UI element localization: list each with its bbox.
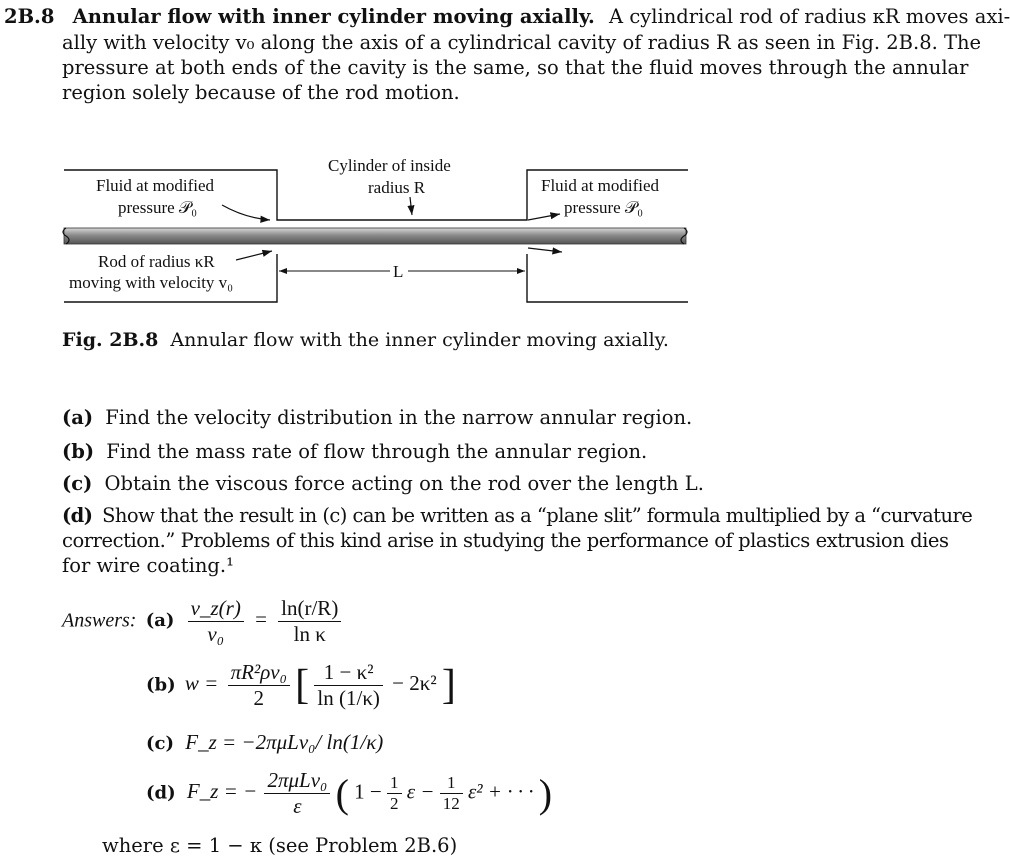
problem-title: Annular flow with inner cylinder moving axially.	[72, 5, 595, 28]
rod-velocity-arrow-right	[528, 248, 562, 252]
answer-d-prefactor-den: ε	[264, 793, 330, 819]
answer-b-close-bracket: ]	[441, 662, 456, 709]
answer-d	[146, 768, 552, 819]
question-a-label: (a)	[62, 406, 94, 429]
figure-caption-text: Annular flow with the inner cylinder moving axially.	[170, 329, 669, 351]
answer-b-prefactor-den: 2	[228, 685, 290, 711]
question-a-text: Find the velocity distribution in the narrow annular region.	[105, 406, 693, 429]
label-rod-2: moving with velocity v₀	[69, 273, 234, 292]
answer-b-inner-den: ln (1/κ)	[314, 685, 383, 711]
question-a	[62, 406, 692, 429]
problem-body-line-1: A cylindrical rod of radius κR moves axi-	[609, 5, 1010, 28]
problem-body-line-2: ally with velocity v₀ along the axis of a cylindrical cavity of radius R as seen in Fig. 2B.8. The	[62, 31, 982, 54]
question-c-label: (c)	[62, 472, 93, 495]
answer-a-rhs	[278, 596, 341, 647]
label-left-fluid-1: Fluid at modified	[96, 176, 215, 195]
question-b-label: (b)	[62, 440, 95, 463]
answer-b-prefactor	[228, 660, 290, 711]
answer-b-open-bracket: [	[295, 662, 310, 709]
question-c-text: Obtain the viscous force acting on the rod over the length L.	[104, 472, 704, 495]
label-rod-1: Rod of radius κR	[98, 252, 215, 271]
radius-arrow	[410, 197, 412, 215]
answer-b-inner-num: 1 − κ²	[323, 660, 374, 684]
question-d-line-3: for wire coating.¹	[62, 554, 234, 577]
answer-a-lhs-den: v₀	[188, 621, 244, 647]
answer-where: where ε = 1 − κ (see Problem 2B.6)	[102, 834, 458, 857]
right-pressure-arrow	[528, 214, 560, 220]
label-cylinder-1: Cylinder of inside	[328, 156, 451, 175]
problem-number: 2B.8	[4, 5, 55, 28]
answers-heading: Answers:	[62, 609, 137, 632]
answer-d-half-den: 2	[387, 793, 402, 814]
figure-caption-label: Fig. 2B.8	[62, 329, 159, 351]
question-d-text-1: Show that the result in (c) can be written as a “plane slit” formula multiplied by a “curvature	[102, 504, 973, 527]
answer-d-eps: ε −	[406, 779, 435, 804]
label-length: L	[393, 262, 404, 281]
answer-a	[62, 596, 341, 647]
answer-c-text: F_z = −2πμLv₀/ ln(1/κ)	[185, 730, 384, 754]
answer-b-tail: − 2κ²	[392, 671, 437, 696]
problem-heading-line	[4, 4, 1010, 29]
label-right-fluid-2: pressure 𝒫₀	[564, 198, 644, 217]
answer-d-close-paren: )	[538, 771, 553, 816]
answer-d-prefactor	[264, 768, 330, 819]
answer-a-rhs-den: ln κ	[278, 621, 341, 647]
question-c	[62, 472, 704, 495]
answer-c-label: (c)	[146, 733, 174, 754]
answer-a-equals: =	[255, 607, 267, 632]
answer-d-twelfth-den: 12	[440, 793, 463, 814]
answer-a-lhs	[188, 596, 244, 647]
answer-b-prefactor-num: πR²ρv₀	[230, 660, 287, 684]
answer-d-lhs: F_z = −	[186, 779, 258, 804]
answer-d-series-1: 1 −	[354, 779, 382, 804]
rod-velocity-arrow-left	[236, 251, 272, 260]
answer-d-half-num: 1	[390, 773, 399, 792]
answer-a-label: (a)	[145, 610, 175, 632]
answer-d-half	[387, 773, 402, 814]
left-pressure-arrow	[222, 205, 270, 220]
answer-b-inner	[314, 660, 383, 711]
question-b	[62, 440, 647, 463]
label-left-fluid-2: pressure 𝒫₀	[118, 198, 198, 217]
answer-a-lhs-num: v_z(r)	[190, 596, 241, 620]
question-d-line-2: correction.” Problems of this kind arise in studying the performance of plastics extrusion dies	[62, 529, 949, 552]
answer-d-tail: ε² + · · ·	[467, 779, 534, 804]
label-right-fluid-1: Fluid at modified	[541, 176, 660, 195]
answer-d-label: (d)	[146, 782, 176, 804]
answer-b	[146, 660, 456, 711]
answer-b-lhs: w =	[184, 671, 219, 696]
answer-a-rhs-num: ln(r/R)	[281, 596, 339, 620]
rod	[64, 228, 686, 244]
answer-c	[146, 730, 383, 755]
answer-d-twelfth-num: 1	[446, 773, 456, 792]
problem-body-line-4: region solely because of the rod motion.	[62, 81, 460, 104]
question-b-text: Find the mass rate of flow through the annular region.	[106, 440, 648, 463]
answer-d-prefactor-num: 2πμLv₀	[267, 768, 328, 792]
figure-caption	[62, 329, 669, 351]
question-d-label: (d)	[62, 504, 93, 527]
label-cylinder-2: radius R	[368, 178, 426, 197]
answer-d-open-paren: (	[335, 771, 349, 816]
question-d-line-1	[62, 504, 972, 527]
problem-body-line-3: pressure at both ends of the cavity is the same, so that the fluid moves through the annular	[62, 56, 969, 79]
answer-b-label: (b)	[146, 674, 176, 696]
answer-d-twelfth	[440, 773, 463, 814]
